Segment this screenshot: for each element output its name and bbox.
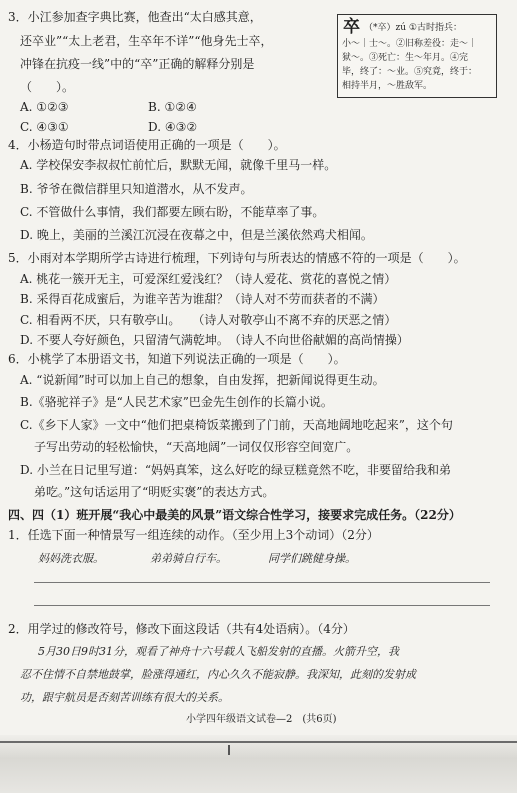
q6-option-b[interactable]: B.《骆驼祥子》是“人民艺术家”巴金先生创作的长篇小说。 — [20, 395, 333, 409]
dictionary-line-5: 相持半月，～胜敌军。 — [342, 81, 433, 91]
dictionary-entry-box — [337, 14, 497, 98]
q3-option-d[interactable]: D. ④③② — [148, 120, 198, 134]
section-4-q1: 1．任选下面一种情景写一组连续的动作。（至少用上3个动词）（2分） — [8, 528, 379, 542]
passage-line-3: 功，跟宇航员是否刻苦训练有很大的关系。 — [20, 691, 229, 704]
q3-line2: 还卒业”“太上老君，生卒年不详”“他身先士卒， — [20, 34, 273, 48]
binding-mark — [228, 745, 238, 755]
scenario-3: 同学们跳健身操。 — [268, 552, 356, 565]
q4-option-d[interactable]: D. 晚上，美丽的兰溪江沉浸在夜幕之中，但是兰溪依然鸡犬相闻。 — [20, 228, 373, 242]
q3-line4: （ ）。 — [20, 80, 75, 94]
q4-stem: 4．小杨造句时带点词语使用正确的一项是（ ）。 — [8, 138, 286, 152]
q5-stem: 5．小雨对本学期所学古诗进行梳理，下列诗句与所表达的情感不符的一项是（ ）。 — [8, 251, 466, 265]
q3-option-b[interactable]: B. ①②④ — [148, 100, 197, 114]
q5-option-a[interactable]: A. 桃花一簇开无主，可爱深红爱浅红？（诗人爱花、赏花的喜悦之情） — [20, 272, 397, 286]
q4-option-c[interactable]: C. 不管做什么事情，我们都要左顾右盼，不能草率了事。 — [20, 205, 325, 219]
answer-line-1[interactable] — [34, 582, 490, 583]
q5-option-c[interactable]: C. 相看两不厌，只有敬亭山。 （诗人对敬亭山不离不弃的厌恶之情） — [20, 313, 397, 327]
q4-option-a[interactable]: A. 学校保安李叔叔忙前忙后，默默无闻，就像千里马一样。 — [20, 158, 337, 172]
scenario-2: 弟弟骑自行车。 — [150, 552, 227, 565]
dictionary-line-4: 毕，终了：～业。⑤究竟，终于： — [342, 67, 478, 77]
dictionary-line-1: （*卒）zú ①古时指兵： — [364, 23, 462, 33]
page-footer: 小学四年级语文试卷—2 (共6页) — [186, 714, 337, 725]
scenario-1: 妈妈洗衣服。 — [38, 552, 104, 565]
scan-bottom-margin — [0, 735, 517, 793]
passage-line-2: 忍不住情不自禁地鼓掌，脸涨得通红，内心久久不能寂静。我深知，此刻的发射成 — [20, 668, 416, 681]
q6-option-d-line2: 弟吃。”这句话运用了“明贬实褒”的表达方式。 — [34, 485, 275, 499]
section-4-q2: 2．用学过的修改符号，修改下面这段话（共有4处语病）。（4分） — [8, 622, 355, 636]
q6-option-a[interactable]: A. “说新闻”时可以加上自己的想象，自由发挥，把新闻说得更生动。 — [20, 373, 385, 387]
q6-option-c-line2: 子写出劳动的轻松愉快，“天高地阔”一词仅仅形容空间宽广。 — [34, 440, 359, 454]
q6-option-d-line1[interactable]: D. 小兰在日记里写道：“妈妈真笨，这么好吃的绿豆糕竟然不吃，非要留给我和弟 — [20, 463, 451, 477]
dictionary-line-2: 小～｜士～。②旧称差役：走～｜ — [342, 39, 478, 49]
q5-option-d[interactable]: D. 不要人夸好颜色，只留清气满乾坤。 （诗人不向世俗献媚的高尚情操） — [20, 333, 409, 347]
dictionary-character: 卒 — [343, 17, 360, 37]
q4-option-b[interactable]: B. 爷爷在微信群里只知道潜水，从不发声。 — [20, 182, 253, 196]
scan-edge-line — [0, 741, 517, 743]
answer-line-2[interactable] — [34, 605, 490, 606]
q3-line1: 3．小江参加查字典比赛，他查出“太白感其意， — [8, 10, 262, 24]
q6-option-c-line1[interactable]: C.《乡下人家》一文中“他们把桌椅饭菜搬到了门前，天高地阔地吃起来”，这个句 — [20, 418, 453, 432]
q3-option-c[interactable]: C. ④③① — [20, 120, 69, 134]
q3-line3: 冲锋在抗疫一线”中的“卒”正确的解释分别是 — [20, 57, 255, 71]
passage-line-1: 5月30日9时31分，观看了神舟十六号载人飞船发射的直播。火箭升空，我 — [38, 645, 399, 658]
section-4-title: 四、四（1）班开展“我心中最美的风景”语文综合性学习，接要求完成任务。（22分） — [8, 508, 461, 522]
dictionary-line-3: 狱～。③死亡：生～年月。④完 — [342, 53, 469, 63]
q3-option-a[interactable]: A. ①②③ — [20, 100, 69, 114]
q6-stem: 6．小桃学了本册语文书，知道下列说法正确的一项是（ ）。 — [8, 352, 346, 366]
q5-option-b[interactable]: B. 采得百花成蜜后，为谁辛苦为谁甜？（诗人对不劳而获者的不满） — [20, 292, 385, 306]
